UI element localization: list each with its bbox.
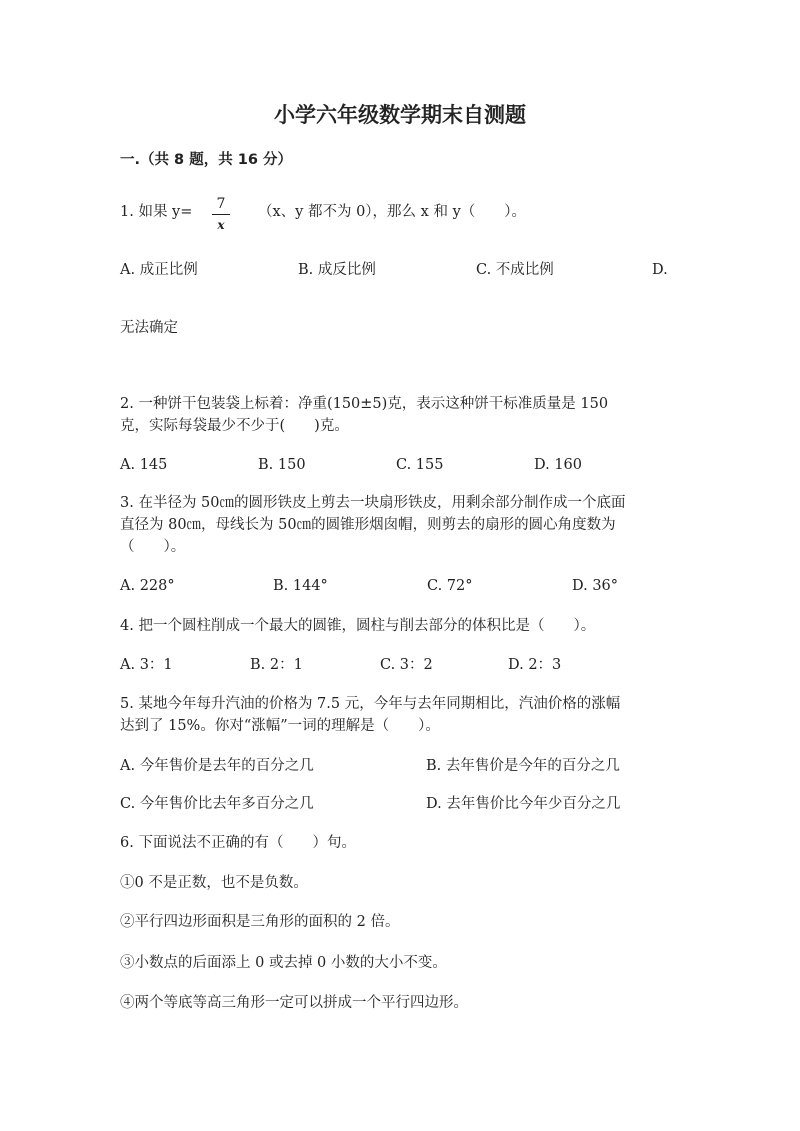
q1-option-c: C. 不成比例 (476, 262, 554, 278)
q5-option-b: B. 去年售价是今年的百分之几 (426, 758, 620, 774)
q6-statement-2: ②平行四边形面积是三角形的面积的 2 倍。 (120, 914, 400, 930)
q5-line1: 5. 某地今年每升汽油的价格为 7.5 元，今年与去年同期相比，汽油价格的涨幅 (120, 696, 621, 712)
q1-option-a: A. 成正比例 (120, 262, 198, 278)
q2-option-b: B. 150 (258, 457, 306, 473)
q3-line2: 直径为 80㎝，母线长为 50㎝的圆锥形烟囱帽，则剪去的扇形的圆心角度数为 (120, 517, 616, 533)
fraction-numerator: 7 (216, 196, 226, 212)
q4-option-b: B. 2：1 (250, 657, 303, 673)
q6-line1: 6. 下面说法不正确的有（ ）句。 (120, 835, 356, 851)
q6-statement-4: ④两个等底等高三角形一定可以拼成一个平行四边形。 (120, 995, 468, 1011)
q1-prefix: 1. 如果 y= (120, 204, 193, 220)
q2-option-c: C. 155 (396, 457, 444, 473)
q2-option-d: D. 160 (534, 457, 583, 473)
q1-suffix: （x、y 都不为 0），那么 x 和 y（ ）。 (258, 204, 527, 220)
q3-option-c: C. 72° (427, 578, 473, 594)
q6-statement-1: ①0 不是正数，也不是负数。 (120, 875, 308, 891)
q5-line2: 达到了 15%。你对“涨幅”一词的理解是（ ）。 (120, 718, 440, 734)
q3-option-d: D. 36° (572, 578, 619, 594)
q5-option-d: D. 去年售价比今年少百分之几 (426, 796, 621, 812)
q4-option-d: D. 2：3 (508, 657, 562, 673)
q6-statement-3: ③小数点的后面添上 0 或去掉 0 小数的大小不变。 (120, 955, 447, 971)
page-title: 小学六年级数学期末自测题 (274, 103, 526, 127)
q4-option-a: A. 3：1 (120, 657, 173, 673)
q3-option-b: B. 144° (273, 578, 328, 594)
fraction-bar (212, 214, 230, 215)
fraction-denominator: x (217, 218, 225, 232)
q4-option-c: C. 3：2 (380, 657, 433, 673)
q1-option-d: D. (652, 262, 668, 278)
q4-line1: 4. 把一个圆柱削成一个最大的圆锥，圆柱与削去部分的体积比是（ ）。 (120, 618, 596, 634)
q3-line1: 3. 在半径为 50㎝的圆形铁皮上剪去一块扇形铁皮，用剩余部分制作成一个底面 (120, 495, 626, 511)
q1-fraction (210, 195, 232, 234)
q1-option-d-cont: 无法确定 (120, 320, 178, 336)
q5-option-c: C. 今年售价比去年多百分之几 (120, 796, 314, 812)
q2-line1: 2. 一种饼干包装袋上标着：净重(150±5)克，表示这种饼干标准质量是 150 (120, 396, 609, 412)
q2-line2: 克，实际每袋最少不少于( )克。 (120, 418, 349, 434)
q2-option-a: A. 145 (120, 457, 168, 473)
q3-line3: （ ）。 (120, 539, 186, 555)
q5-option-a: A. 今年售价是去年的百分之几 (120, 758, 314, 774)
section-heading: 一.（共 8 题，共 16 分） (120, 152, 292, 168)
q1-option-b: B. 成反比例 (298, 262, 376, 278)
q3-option-a: A. 228° (120, 578, 175, 594)
